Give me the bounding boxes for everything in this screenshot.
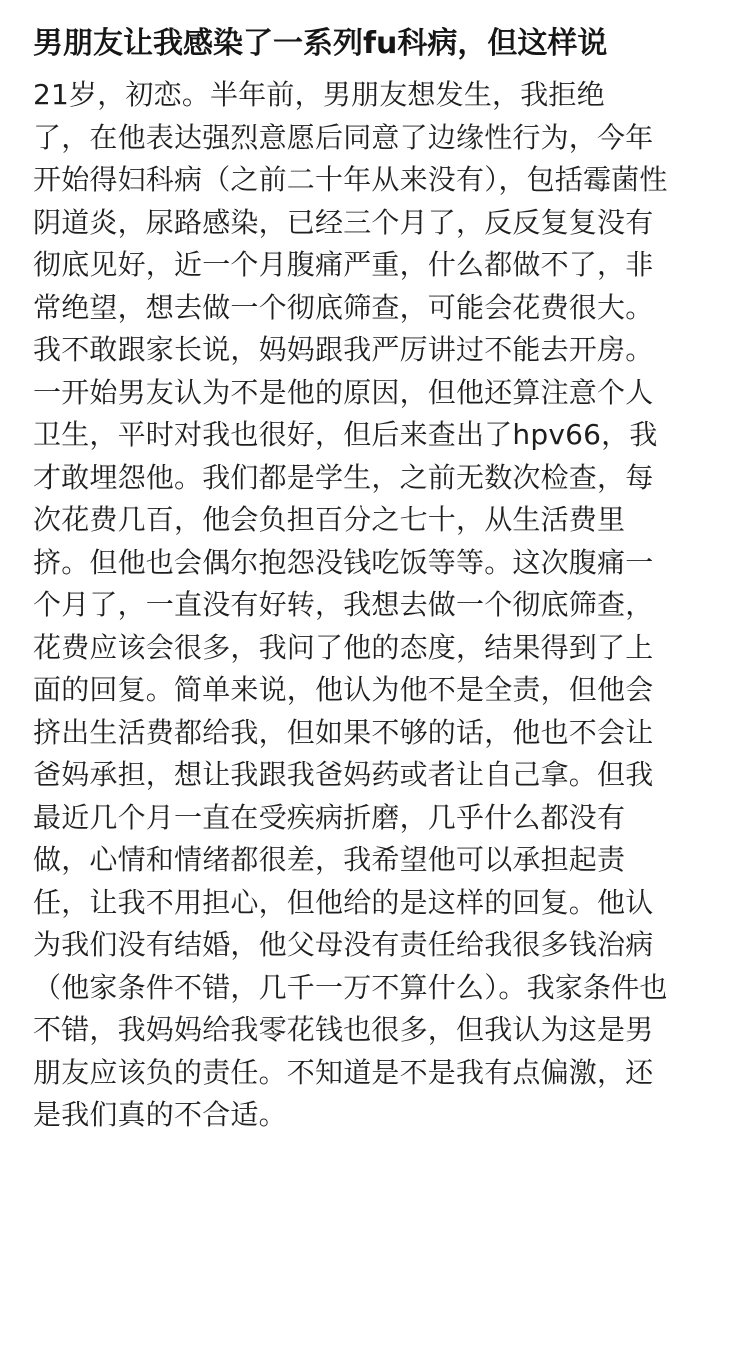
post-body-line: 不错，我妈妈给我零花钱也很多，但我认为这是男 — [33, 1013, 654, 1046]
post-body-line: 挤出生活费都给我，但如果不够的话，他也不会让 — [33, 715, 654, 749]
post-body-line: 面的回复。简单来说，他认为他不是全责，但他会 — [33, 673, 654, 706]
post-title: 男朋友让我感染了一系列fu科病，但这样说 — [33, 26, 608, 61]
post-body-line: 个月了，一直没有好转，我想去做一个彻底筛查， — [33, 588, 654, 621]
post-body-line: 花费应该会很多，我问了他的态度，结果得到了上 — [33, 630, 654, 664]
post-body-line: 一开始男友认为不是他的原因，但他还算注意个人 — [33, 375, 654, 409]
post-body-line: 卫生，平时对我也很好，但后来查出了hpv66，我 — [33, 418, 658, 451]
post-body-line: 了，在他表达强烈意愿后同意了边缘性行为，今年 — [33, 120, 654, 154]
post-body-line: 才敢埋怨他。我们都是学生，之前无数次检查，每 — [33, 460, 654, 494]
post-body-line: 常绝望，想去做一个彻底筛查，可能会花费很大。 — [33, 290, 654, 324]
post-body-line: 最近几个月一直在受疾病折磨，几乎什么都没有 — [33, 800, 626, 834]
post-body — [33, 74, 716, 1137]
post-body-line: 任，让我不用担心，但他给的是这样的回复。他认 — [33, 885, 654, 919]
post-body-line: 是我们真的不合适。 — [33, 1098, 287, 1131]
post-body-line: 挤。但他也会偶尔抱怨没钱吃饭等等。这次腹痛一 — [33, 545, 654, 579]
post-body-line: 次花费几百，他会负担百分之七十，从生活费里 — [33, 503, 626, 536]
post-body-line: 为我们没有结婚，他父母没有责任给我很多钱治病 — [33, 928, 654, 961]
post-body-line: 做，心情和情绪都很差，我希望他可以承担起责 — [33, 843, 626, 876]
post-body-line: 我不敢跟家长说，妈妈跟我严厉讲过不能去开房。 — [33, 333, 654, 366]
post-body-line: 21岁，初恋。半年前，男朋友想发生，我拒绝 — [33, 78, 605, 111]
post-body-line: 朋友应该负的责任。不知道是不是我有点偏激，还 — [33, 1055, 654, 1089]
post-body-line: 开始得妇科病（之前二十年从来没有），包括霉菌性 — [33, 163, 668, 196]
post-body-line: 阴道炎，尿路感染，已经三个月了，反反复复没有 — [33, 205, 654, 239]
post-body-line: （他家条件不错，几千一万不算什么）。我家条件也 — [33, 970, 668, 1004]
post-body-line: 爸妈承担，想让我跟我爸妈药或者让自己拿。但我 — [33, 758, 654, 791]
post-body-line: 彻底见好，近一个月腹痛严重，什么都做不了，非 — [33, 248, 654, 281]
